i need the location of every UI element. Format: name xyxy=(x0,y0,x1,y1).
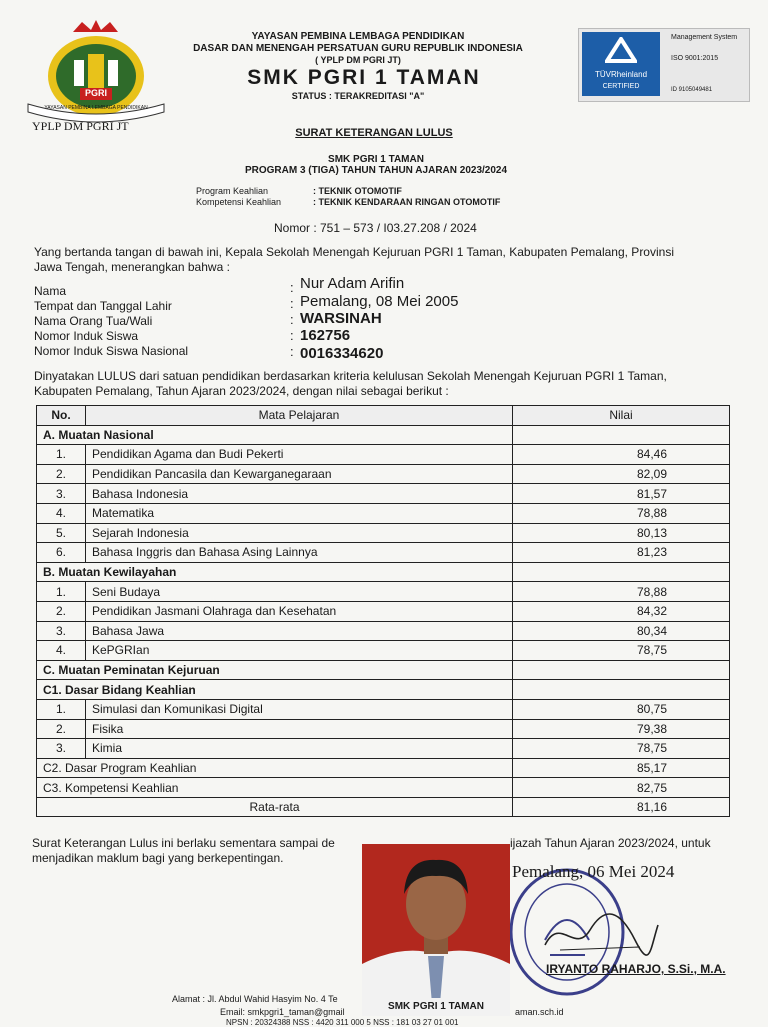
value-nama: Nur Adam Arifin xyxy=(300,275,405,292)
foundation-line-1: YAYASAN PEMBINA LEMBAGA PENDIDIKAN xyxy=(251,31,465,42)
iso-certificate xyxy=(578,28,750,102)
table-row-c2: C2. Dasar Program Keahlian 85,17 xyxy=(37,758,730,778)
value-nisn: 0016334620 xyxy=(300,345,384,362)
foundation-line-2: DASAR DAN MENENGAH PERSATUAN GURU REPUBLIK INDONESIA xyxy=(193,43,523,54)
statement-line-1: Dinyatakan LULUS dari satuan pendidikan berdasarkan kriteria kelulusan Sekolah Menengah Kejuruan PGRI 1 Taman, xyxy=(34,369,667,383)
website-fragment: aman.sch.id xyxy=(515,1007,564,1017)
header-no: No. xyxy=(37,406,86,426)
signer-name: IRYANTO RAHARJO, S.Si., M.A. xyxy=(546,962,726,976)
average-row: Rata-rata 81,16 xyxy=(37,797,730,817)
table-row: 4. Matematika 78,88 xyxy=(37,503,730,523)
foundation-line-3: ( YPLP DM PGRI JT) xyxy=(315,55,401,65)
cert-certified: CERTIFIED xyxy=(602,83,640,90)
value-nis: 162756 xyxy=(300,327,351,344)
label-wali: Nama Orang Tua/Wali xyxy=(34,314,153,328)
table-row: 4. KePGRIan 78,75 xyxy=(37,641,730,661)
email-line: Email: smkpgri1_taman@gmail xyxy=(220,1007,345,1017)
validity-note-2: menjadikan maklum bagi yang berkepentingan. xyxy=(32,851,284,865)
value-ttl: Pemalang, 08 Mei 2005 xyxy=(300,293,459,310)
table-row: 3. Bahasa Indonesia 81,57 xyxy=(37,484,730,504)
header-subject: Mata Pelajaran xyxy=(86,406,513,426)
title-school: SMK PGRI 1 TAMAN xyxy=(328,154,424,165)
intro-line-1: Yang bertanda tangan di bawah ini, Kepala Sekolah Menengah Kejuruan PGRI 1 Taman, Kabupaten Pemalang, Provinsi xyxy=(34,245,674,259)
table-row: 1. Simulasi dan Komunikasi Digital 80,75 xyxy=(37,699,730,719)
logo-caption: YPLP DM PGRI JT xyxy=(32,119,129,133)
table-row: 1. Seni Budaya 78,88 xyxy=(37,582,730,602)
student-photo xyxy=(362,844,510,1016)
document-number: Nomor : 751 – 573 / I03.27.208 / 2024 xyxy=(274,221,477,235)
colon-column: : : : : : xyxy=(290,280,294,359)
label-nama: Nama xyxy=(34,284,67,298)
program-value: : TEKNIK OTOMOTIF xyxy=(313,186,402,196)
label-nisn: Nomor Induk Siswa Nasional xyxy=(34,344,189,358)
table-row: 3. Bahasa Jawa 80,34 xyxy=(37,621,730,641)
cert-brand: TÜVRheinland xyxy=(594,70,648,79)
document-title: SURAT KETERANGAN LULUS xyxy=(295,127,453,139)
table-row: 6. Bahasa Inggris dan Bahasa Asing Lainnya 81,23 xyxy=(37,543,730,563)
header-grade: Nilai xyxy=(513,406,730,426)
table-row: 1. Pendidikan Agama dan Budi Pekerti 84,46 xyxy=(37,445,730,465)
photo-caption: SMK PGRI 1 TAMAN xyxy=(362,998,510,1016)
address-line: Alamat : Jl. Abdul Wahid Hasyim No. 4 Te xyxy=(172,994,338,1004)
logo-ring-text: YAYASAN PEMBINA LEMBAGA PENDIDIKAN xyxy=(44,105,148,111)
table-row: 2. Pendidikan Jasmani Olahraga dan Kesehatan 84,32 xyxy=(37,601,730,621)
cert-iso: ISO 9001:2015 xyxy=(671,55,719,62)
value-wali: WARSINAH xyxy=(300,310,382,327)
table-row: 2. Pendidikan Pancasila dan Kewarganegaraan 82,09 xyxy=(37,464,730,484)
cert-id: ID 9105049481 xyxy=(671,87,713,93)
kompetensi-value: : TEKNIK KENDARAAN RINGAN OTOMOTIF xyxy=(313,197,501,207)
table-row: 5. Sejarah Indonesia 80,13 xyxy=(37,523,730,543)
statement-line-2: Kabupaten Pemalang, Tahun Ajaran 2023/2024, dengan nilai sebagai berikut : xyxy=(34,384,449,398)
validity-note-1: Surat Keterangan Lulus ini berlaku sementara sampai de xyxy=(32,836,335,850)
title-program: PROGRAM 3 (TIGA) TAHUN TAHUN AJARAN 2023/2024 xyxy=(244,165,508,176)
section-c1: C1. Dasar Bidang Keahlian xyxy=(37,680,513,700)
section-c: C. Muatan Peminatan Kejuruan xyxy=(37,660,513,680)
validity-note-1b: ijazah Tahun Ajaran 2023/2024, untuk xyxy=(510,836,711,850)
cert-mgmt: Management System xyxy=(671,34,738,41)
accreditation-status: STATUS : TERAKREDITASI "A" xyxy=(291,91,425,101)
label-nis: Nomor Induk Siswa xyxy=(34,329,139,343)
school-name: SMK PGRI 1 TAMAN xyxy=(247,66,481,89)
npsn-line: NPSN : 20324388 NSS : 4420 311 000 5 NSS : 181 03 27 01 001 xyxy=(226,1018,459,1027)
label-ttl: Tempat dan Tanggal Lahir xyxy=(34,299,172,313)
signature xyxy=(540,905,660,960)
section-a: A. Muatan Nasional xyxy=(37,425,513,445)
logo-badge: PGRI xyxy=(84,88,107,98)
intro-line-2: Jawa Tengah, menerangkan bahwa : xyxy=(34,260,230,274)
kompetensi-label: Kompetensi Keahlian xyxy=(196,197,282,207)
table-row: 3. Kimia 78,75 xyxy=(37,739,730,759)
table-row: 2. Fisika 79,38 xyxy=(37,719,730,739)
table-row-c3: C3. Kompetensi Keahlian 82,75 xyxy=(37,778,730,798)
grades-table xyxy=(36,405,730,817)
section-b: B. Muatan Kewilayahan xyxy=(37,562,513,582)
program-label: Program Keahlian xyxy=(196,186,269,196)
place-date: Pemalang, 06 Mei 2024 xyxy=(512,862,675,881)
